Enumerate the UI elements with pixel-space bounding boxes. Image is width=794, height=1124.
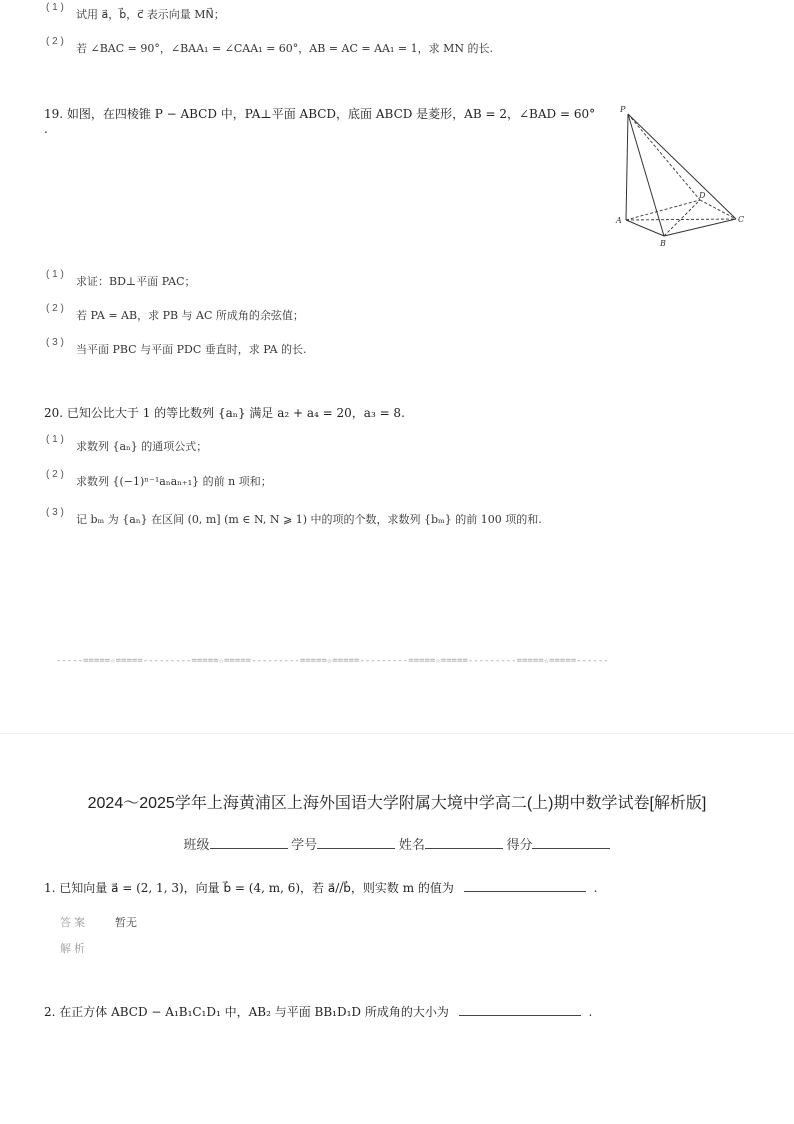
student-id-label: 学号 <box>291 837 318 852</box>
q1-answer-value: 暂无 <box>115 916 137 929</box>
q1-answer-blank[interactable] <box>464 879 586 892</box>
q2 <box>44 1003 592 1020</box>
label-b: B <box>660 239 666 248</box>
section-separator: -----=====☆=====---------=====☆=====---------=====☆=====---------=====☆=====---------=====☆=====------ <box>56 656 609 666</box>
part-number: ( 2 ) <box>46 36 64 47</box>
part-number: ( 1 ) <box>46 434 64 445</box>
q1 <box>44 879 597 896</box>
q19-stem: 19. 如图，在四棱锥 P − ABCD 中，PA⊥平面 ABCD，底面 ABCD 是菱形，AB = 2，∠BAD = 60° <box>44 107 596 121</box>
part-text: 若 PA = AB，求 PB 与 AC 所成角的余弦值； <box>76 309 304 322</box>
student-info-row <box>0 834 794 853</box>
page-divider <box>0 733 794 734</box>
q1-answer-label: 答 案 <box>60 917 86 929</box>
part-text: 若 ∠BAC = 90°，∠BAA₁ = ∠CAA₁ = 60°，AB = AC = AA₁ = 1，求 MN 的长. <box>76 42 494 55</box>
q2-answer-blank[interactable] <box>459 1003 581 1016</box>
q2-end: . <box>588 1005 593 1019</box>
class-label: 班级 <box>183 837 210 852</box>
part-text: 求数列 {aₙ} 的通项公式； <box>76 440 208 453</box>
q2-stem: 2. 在正方体 ABCD − A₁B₁C₁D₁ 中，AB₂ 与平面 BB₁D₁D 所成角的大小为 <box>44 1005 449 1019</box>
label-c: C <box>738 215 745 224</box>
part-text: 当平面 PBC 与平面 PDC 垂直时，求 PA 的长. <box>76 343 307 356</box>
part-number: ( 2 ) <box>46 469 64 480</box>
label-d: D <box>699 191 706 200</box>
part-text: 求数列 {(−1)ⁿ⁻¹aₙaₙ₊₁} 的前 n 项和； <box>76 475 272 488</box>
label-p: P <box>620 105 626 114</box>
q20-stem: 20. 已知公比大于 1 的等比数列 {aₙ} 满足 a₂ + a₄ = 20，a₃ = 8. <box>44 406 405 420</box>
part-text: 试用 a⃗，b⃗，c⃗ 表示向量 MN⃗； <box>76 8 225 21</box>
part-number: ( 1 ) <box>46 269 64 280</box>
part-number: ( 3 ) <box>46 507 64 518</box>
score-blank[interactable] <box>532 836 610 849</box>
part-number: ( 3 ) <box>46 337 64 348</box>
exam-title: 2024～2025学年上海黄浦区上海外国语大学附属大境中学高二(上)期中数学试卷[解析版] <box>87 795 707 812</box>
score-label: 得分 <box>506 837 533 852</box>
q1-stem: 1. 已知向量 a⃗ = (2, 1, 3)，向量 b⃗ = (4, m, 6)，若 a⃗//b⃗，则实数 m 的值为 <box>44 881 454 895</box>
q19-stem-dot: . <box>44 122 48 136</box>
part-text: 求证：BD⊥平面 PAC； <box>76 275 196 288</box>
pyramid-figure <box>612 100 752 250</box>
q1-analysis-label: 解 析 <box>60 943 86 955</box>
student-id-blank[interactable] <box>317 836 395 849</box>
part-text: 记 bₘ 为 {aₙ} 在区间 (0, m] (m ∈ N, N ⩾ 1) 中的项的个数，求数列 {bₘ} 的前 100 项的和. <box>76 513 542 526</box>
q1-end: . <box>593 881 598 895</box>
label-a: A <box>616 216 622 225</box>
part-number: ( 2 ) <box>46 303 64 314</box>
name-blank[interactable] <box>425 836 503 849</box>
name-label: 姓名 <box>398 837 425 852</box>
class-blank[interactable] <box>210 836 288 849</box>
part-number: ( 1 ) <box>46 2 64 13</box>
